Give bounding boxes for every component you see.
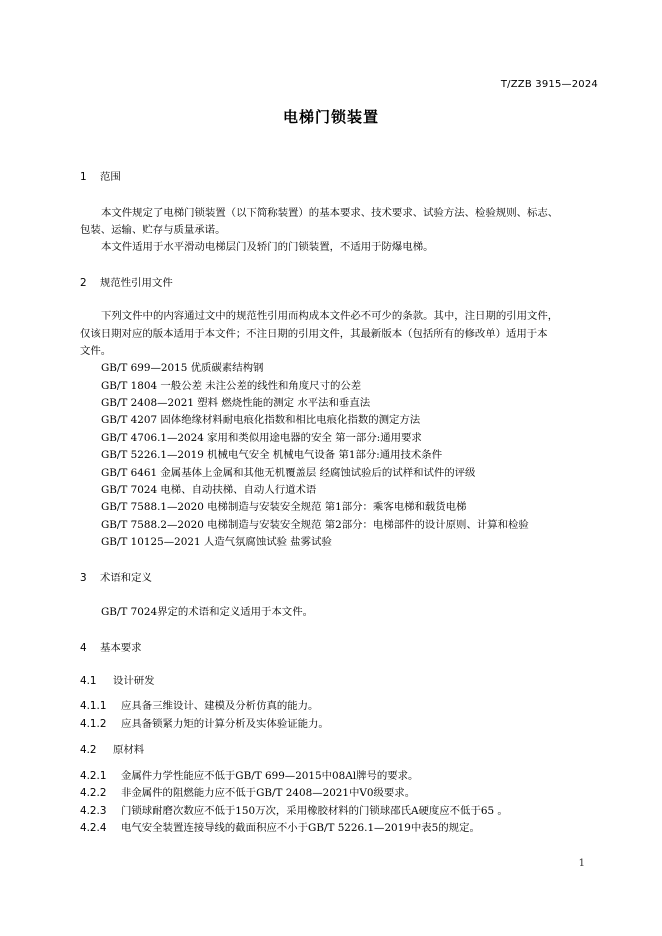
subsection-4-2-heading	[80, 741, 144, 756]
clause-item	[80, 784, 415, 799]
subsection-number: 4.1	[80, 675, 97, 687]
section-2-heading	[80, 274, 173, 289]
clause-number: 4.1.2	[80, 718, 107, 730]
subsection-title: 设计研发	[113, 675, 155, 687]
clause-number: 4.2.4	[80, 822, 107, 834]
clause-text: 电气安全装置连接导线的截面积应不小于GB/T 5226.1—2019中表5的规定。	[121, 822, 480, 834]
reference-item: GB/T 10125—2021 人造气氛腐蚀试验 盐雾试验	[101, 536, 332, 548]
section-number: 1	[80, 171, 87, 183]
paragraph-line: 仅该日期对应的版本适用于本文件；不注日期的引用文件，其最新版本（包括所有的修改单）适用于本	[80, 328, 548, 340]
subsection-number: 4.2	[80, 744, 97, 756]
clause-item	[80, 802, 508, 817]
paragraph-line: 本文件规定了电梯门锁装置（以下简称装置）的基本要求、技术要求、试验方法、检验规则、标志、	[101, 207, 559, 219]
reference-item: GB/T 1804 一般公差 未注公差的线性和角度尺寸的公差	[101, 380, 362, 392]
paragraph-line: 包装、运输、贮存与质量承诺。	[80, 224, 226, 236]
subsection-4-1-heading	[80, 672, 155, 687]
section-number: 3	[80, 572, 87, 584]
clause-text: 非金属件的阻燃能力应不低于GB/T 2408—2021中V0级要求。	[121, 787, 416, 799]
clause-text: 金属件力学性能应不低于GB/T 699—2015中08Al牌号的要求。	[121, 770, 419, 782]
clause-item	[80, 767, 418, 782]
reference-item: GB/T 4706.1—2024 家用和类似用途电器的安全 第一部分:通用要求	[101, 432, 422, 444]
reference-item: GB/T 2408—2021 塑料 燃烧性能的测定 水平法和垂直法	[101, 397, 371, 409]
reference-item: GB/T 5226.1—2019 机械电气安全 机械电气设备 第1部分:通用技术条件	[101, 449, 443, 461]
paragraph-line: 下列文件中的内容通过文中的规范性引用而构成本文件必不可少的条款。其中，注日期的引用文件，	[101, 310, 559, 322]
clause-number: 4.1.1	[80, 700, 107, 712]
reference-item: GB/T 699—2015 优质碳素结构钢	[101, 362, 264, 374]
reference-item: GB/T 6461 金属基体上金属和其他无机覆盖层 经腐蚀试验后的试样和试件的评级	[101, 467, 476, 479]
section-4-heading	[80, 639, 142, 654]
reference-item: GB/T 7588.2—2020 电梯制造与安装安全规范 第2部分：电梯部件的设计原则、计算和检验	[101, 519, 529, 531]
document-title: 电梯门锁装置	[282, 108, 379, 126]
page-number: 1	[578, 858, 585, 869]
reference-item: GB/T 4207 固体绝缘材料耐电痕化指数和相比电痕化指数的测定方法	[101, 414, 421, 426]
section-number: 4	[80, 642, 87, 654]
reference-item: GB/T 7588.1—2020 电梯制造与安装安全规范 第1部分：乘客电梯和载货电梯	[101, 501, 467, 513]
paragraph-line: GB/T 7024界定的术语和定义适用于本文件。	[101, 606, 313, 618]
section-title: 基本要求	[100, 642, 142, 654]
clause-text: 应具备锁紧力矩的计算分析及实体验证能力。	[121, 718, 329, 730]
document-code: T/ZZB 3915—2024	[500, 79, 598, 90]
section-title: 范围	[100, 171, 121, 183]
section-title: 规范性引用文件	[100, 277, 173, 289]
clause-item	[80, 715, 329, 730]
reference-item: GB/T 7024 电梯、自动扶梯、自动人行道术语	[101, 484, 317, 496]
clause-text: 门锁球耐磨次数应不低于150万次，采用橡胶材料的门锁球邵氏A硬度应不低于65 。	[121, 805, 508, 817]
section-3-heading	[80, 569, 152, 584]
clause-number: 4.2.2	[80, 787, 107, 799]
clause-item	[80, 819, 480, 834]
clause-number: 4.2.3	[80, 805, 107, 817]
paragraph-line: 文件。	[80, 345, 112, 357]
section-title: 术语和定义	[100, 572, 152, 584]
clause-item	[80, 697, 318, 712]
clause-number: 4.2.1	[80, 770, 107, 782]
paragraph-line: 本文件适用于水平滑动电梯层门及轿门的门锁装置，不适用于防爆电梯。	[101, 241, 434, 253]
section-number: 2	[80, 277, 87, 289]
section-1-heading	[80, 168, 121, 183]
subsection-title: 原材料	[113, 744, 145, 756]
clause-text: 应具备三维设计、建模及分析仿真的能力。	[121, 700, 319, 712]
